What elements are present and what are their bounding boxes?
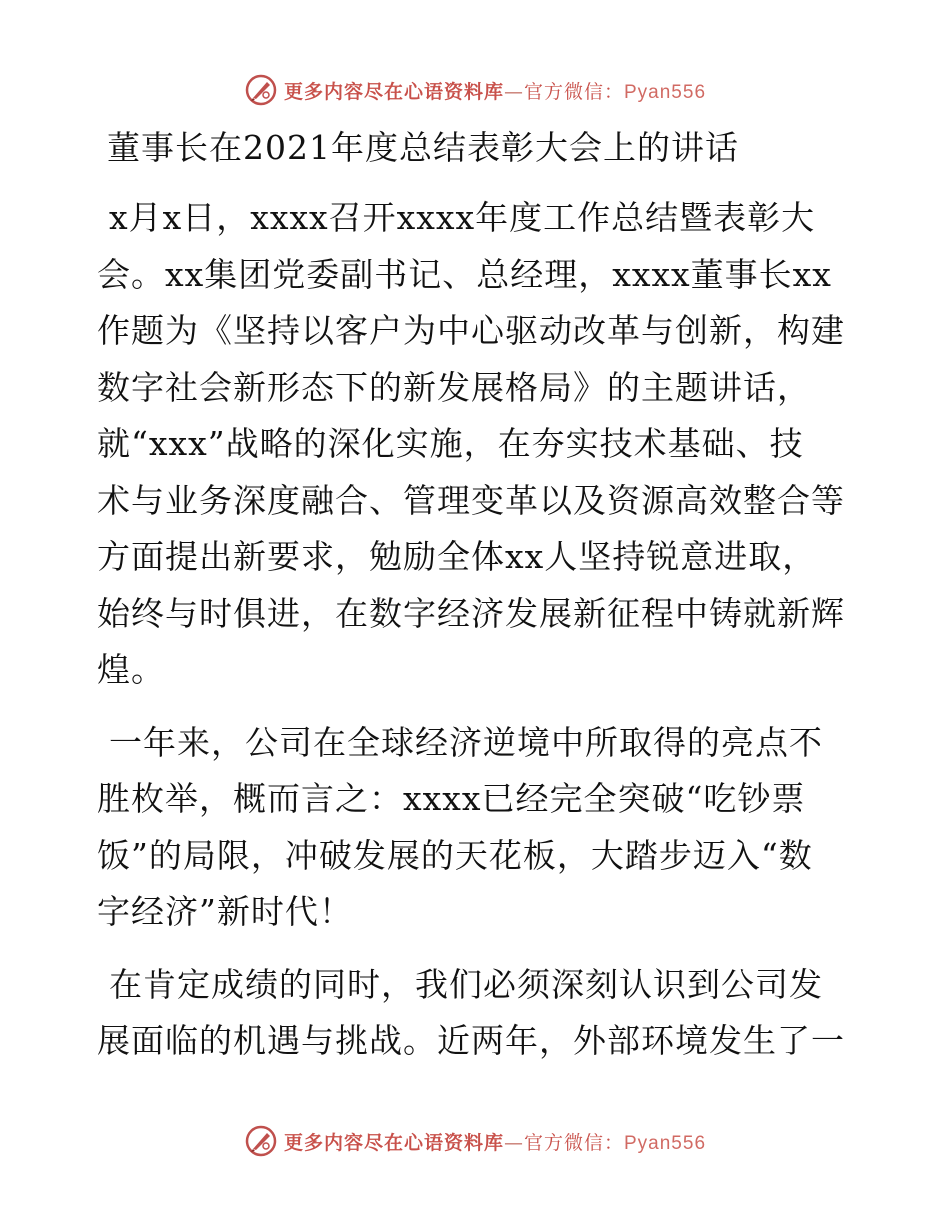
paragraph-2 [97,715,857,941]
paragraph-1 [97,190,857,699]
watermark-wechat-label: 官方微信： [523,80,624,103]
feather-pen-logo-icon [244,73,278,107]
watermark-text [284,1128,706,1155]
paragraph-line: 在肯定成绩的同时，我们必须深刻认识到公司发 [109,964,823,1004]
watermark-dash: — [503,80,524,103]
paragraph-line: 会。xx集团党委副书记、总经理，xxxx董事长xx [97,254,832,294]
paragraph-line: 数字社会新形态下的新发展格局》的主题讲话， [97,367,811,407]
paragraph-3 [97,957,857,1070]
feather-pen-logo-icon [244,1124,278,1158]
watermark-wechat-label: 官方微信： [523,1131,624,1154]
paragraph-line: 字经济”新时代！ [97,892,353,931]
paragraph-line: x月x日，xxxx召开xxxx年度工作总结暨表彰大 [109,198,816,237]
paragraph-line: 展面临的机遇与挑战。近两年，外部环境发生了一 [97,1021,845,1060]
paragraph-line: 一年来，公司在全球经济逆境中所取得的亮点不 [109,722,823,762]
paragraph-line: 始终与时俱进，在数字经济发展新征程中铸就新辉 [97,593,845,633]
paragraph-line: 就“xxx”战略的深化实施，在夯实技术基础、技 [97,424,804,463]
watermark-header [0,70,950,110]
watermark-brand: 更多内容尽在心语资料库 [283,80,504,103]
document-body [97,120,857,1086]
paragraph-line: 胜枚举，概而言之：xxxx已经完全突破“吃钞票 [97,779,806,818]
document-title: 董事长在2021年度总结表彰大会上的讲话 [107,128,739,167]
watermark-text [284,77,706,104]
paragraph-line: 煌。 [97,650,165,689]
watermark-footer [0,1121,950,1161]
watermark-dash: — [503,1131,524,1154]
paragraph-line: 方面提出新要求，勉励全体xx人坚持锐意进取， [97,537,817,576]
paragraph-line: 术与业务深度融合、管理变革以及资源高效整合等 [97,480,845,520]
watermark-wechat-id: Pyan556 [624,1132,707,1154]
paragraph-line: 作题为《坚持以客户为中心驱动改革与创新，构建 [97,311,845,350]
watermark-brand: 更多内容尽在心语资料库 [283,1131,504,1154]
paragraph-line: 饭”的局限，冲破发展的天花板，大踏步迈入“数 [97,835,813,875]
watermark-wechat-id: Pyan556 [624,81,707,103]
